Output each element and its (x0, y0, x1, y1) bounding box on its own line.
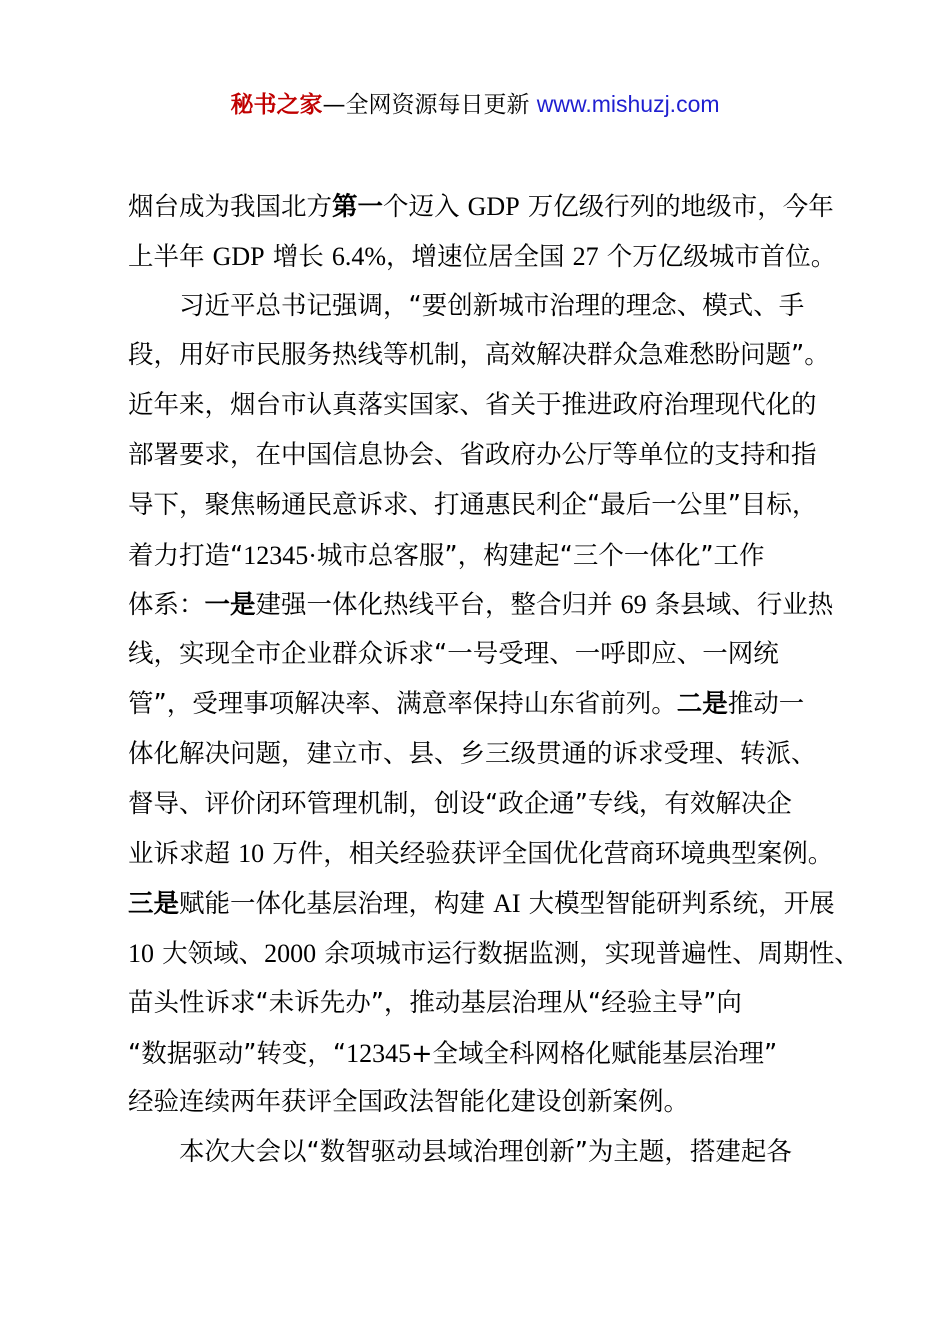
text-line (128, 381, 863, 431)
text-line (128, 730, 863, 780)
text-segment: 2000 (264, 938, 317, 968)
text-line (128, 182, 863, 232)
text-line (128, 481, 863, 531)
text-line (128, 979, 863, 1029)
text-line (128, 1029, 863, 1079)
text-segment: 着力打造“ (128, 540, 244, 571)
text-segment: 导下，聚焦畅通民意诉求、打通惠民利企“最后一公里”目标， (128, 489, 818, 520)
text-line (128, 829, 863, 879)
text-line (128, 580, 863, 630)
text-segment: “数据驱动”转变，“ (128, 1038, 347, 1069)
site-header (0, 88, 950, 121)
text-segment: 12345 (346, 1038, 412, 1068)
text-segment: 推动一 (727, 688, 805, 719)
text-segment: 69 (620, 590, 647, 620)
text-segment: 段，用好市民服务热线等机制，高效解决群众急难愁盼问题”。 (128, 340, 830, 371)
text-segment: AI (493, 889, 521, 919)
text-segment: 体系： (128, 590, 205, 621)
text-line (128, 531, 863, 581)
text-segment: 部署要求，在中国信息协会、省政府办公厅等单位的支持和指 (128, 439, 817, 470)
text-line (128, 630, 863, 680)
text-line (128, 331, 863, 381)
text-segment: 余项城市运行数据监测，实现普遍性、周期性、 (316, 938, 860, 969)
text-segment: 增长 (264, 241, 332, 272)
text-line (128, 879, 863, 929)
text-segment: GDP (467, 192, 520, 221)
text-segment: 本次大会以“数智驱动县域治理创新”为主题，搭建起各 (179, 1137, 792, 1168)
text-line (128, 680, 863, 730)
text-segment: 近年来，烟台市认真落实国家、省关于推进政府治理现代化的 (128, 390, 817, 421)
header-tagline: —全网资源每日更新 (322, 92, 537, 118)
text-segment: 10 (128, 938, 154, 968)
text-segment: 烟台成为我国北方 (128, 192, 333, 222)
text-line (128, 780, 863, 830)
text-segment: 业诉求超 (128, 839, 239, 870)
emphasis-text: 二是 (676, 688, 728, 719)
text-segment: 管”，受理事项解决率、满意率保持山东省前列。 (128, 688, 677, 719)
text-segment: 10 (238, 839, 265, 869)
text-segment: 大领域、 (154, 938, 265, 969)
text-segment: 万亿级行列的地级市，今年 (519, 192, 834, 222)
text-segment: 27 (572, 241, 599, 271)
text-segment: 大模型智能研判系统，开展 (520, 889, 835, 920)
text-segment: 苗头性诉求“未诉先办”，推动基层治理从“经验主导”向 (128, 987, 742, 1018)
text-segment: ，增速位居全国 (386, 241, 573, 272)
text-segment: 赋能一体化基层治理，构建 (179, 889, 494, 920)
brand-name: 秘书之家 (230, 92, 323, 118)
text-segment: 万件，相关经验获评全国优化营商环境典型案例。 (264, 839, 834, 870)
text-segment: 线，实现全市企业群众诉求“一号受理、一呼即应、一网统 (128, 639, 779, 670)
emphasis-text: 三是 (128, 889, 180, 920)
emphasis-text: 一是 (204, 590, 256, 621)
text-line (128, 282, 863, 332)
text-segment: 12345· (243, 540, 317, 570)
text-segment: 督导、评价闭环管理机制，创设“政企通”专线，有效解决企 (128, 788, 792, 819)
text-segment: +全域全科网格化赋能基层治理” (411, 1038, 778, 1069)
text-segment: 建强一体化热线平台，整合归并 (255, 590, 621, 621)
text-segment: 条县域、行业热 (646, 590, 834, 621)
text-segment: 上半年 (128, 241, 213, 272)
text-line (128, 232, 863, 282)
text-segment: 经验连续两年获评全国政法智能化建设创新案例。 (128, 1087, 690, 1118)
text-line (128, 929, 863, 979)
site-url-link[interactable]: www.mishuzj.com (536, 91, 720, 117)
text-segment: 体化解决问题，建立市、县、乡三级贯通的诉求受理、转派、 (128, 738, 817, 769)
text-segment: 6.4% (331, 241, 387, 271)
text-segment: 个万亿级城市首位。 (598, 241, 837, 272)
document-body (128, 182, 863, 1178)
text-line (128, 431, 863, 481)
text-segment: 个迈入 (383, 192, 468, 222)
text-line (128, 1078, 863, 1128)
text-segment: 习近平总书记强调，“要创新城市治理的理念、模式、手 (179, 290, 805, 321)
text-segment: GDP (212, 241, 265, 271)
text-line (128, 1128, 863, 1178)
emphasis-text: 第一 (332, 192, 384, 222)
text-segment: 城市总客服”，构建起“三个一体化”工作 (316, 540, 765, 571)
